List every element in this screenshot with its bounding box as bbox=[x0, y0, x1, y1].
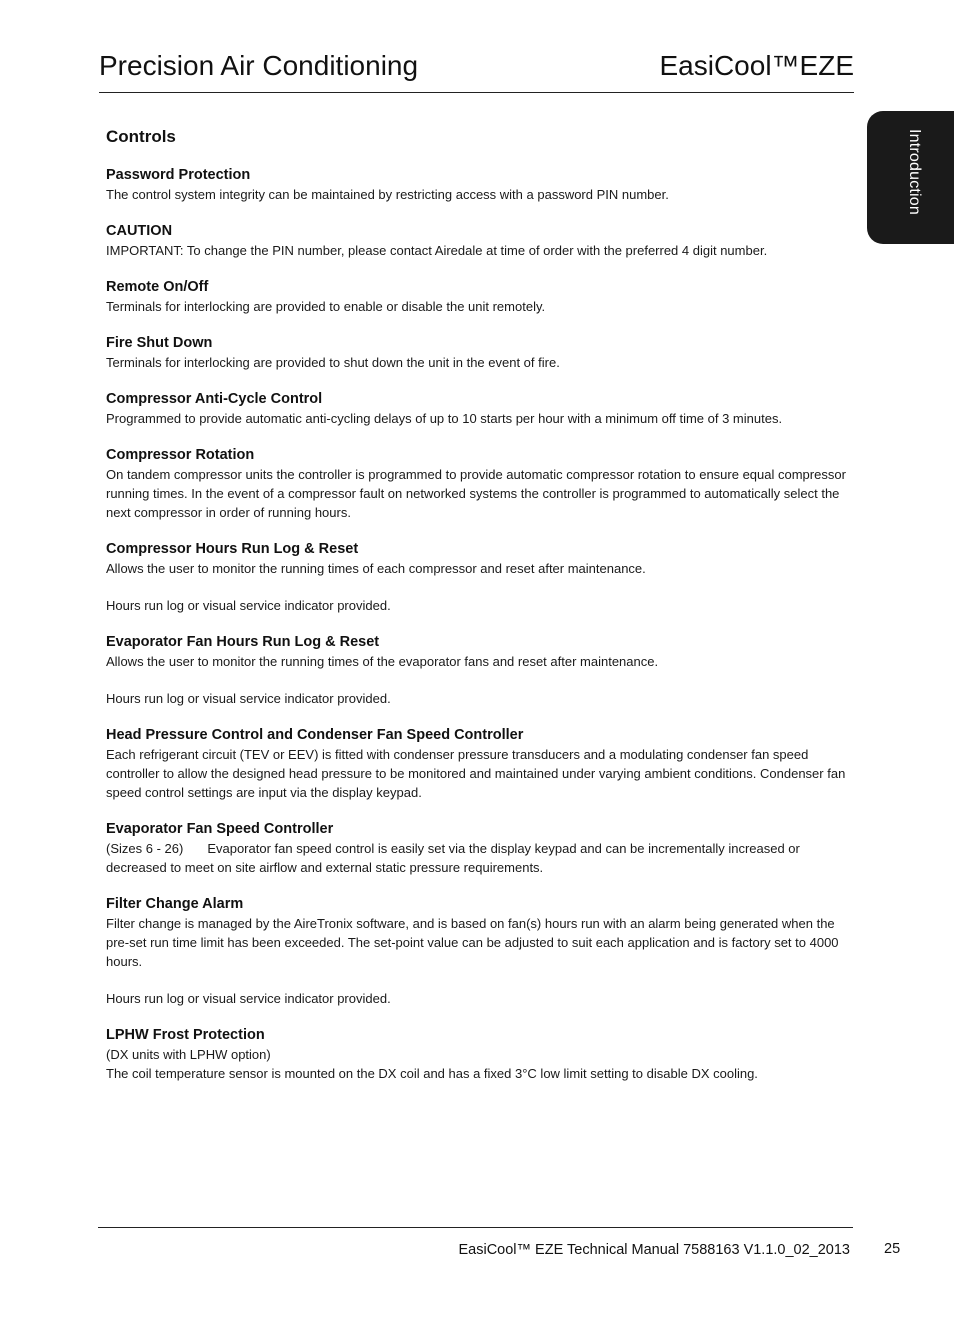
block-paragraph: Hours run log or visual service indicator provided. bbox=[106, 991, 391, 1006]
block-title: Head Pressure Control and Condenser Fan Speed Controller bbox=[106, 727, 524, 743]
header-title-left: Precision Air Conditioning bbox=[99, 50, 419, 81]
block-paragraph bbox=[106, 839, 854, 877]
block-line: (DX units with LPHW option) bbox=[106, 1047, 271, 1062]
block-fire-shut-down bbox=[106, 334, 854, 372]
block-paragraph: Terminals for interlocking are provided to enable or disable the unit remotely. bbox=[106, 299, 546, 314]
block-line: The coil temperature sensor is mounted on the DX coil and has a fixed 3°C low limit setting to disable DX cooling. bbox=[106, 1066, 758, 1081]
block-title: Remote On/Off bbox=[106, 279, 209, 295]
block-paragraph: Each refrigerant circuit (TEV or EEV) is fitted with condenser pressure transducers and a modulating condenser fan speed controller to allow the designed head pressure to be monitored and maintained under varying ambient conditions. Condenser fan speed control settings are input via the display keypad. bbox=[106, 747, 846, 800]
document-body bbox=[106, 127, 854, 1101]
header-title-right: EasiCool™EZE bbox=[659, 50, 854, 81]
block-filter-change bbox=[106, 895, 854, 1008]
block-title: LPHW Frost Protection bbox=[106, 1027, 265, 1043]
block-paragraph: IMPORTANT: To change the PIN number, please contact Airedale at time of order with the preferred 4 digit number. bbox=[106, 243, 768, 258]
block-compressor-hours bbox=[106, 540, 854, 615]
block-title: Filter Change Alarm bbox=[106, 896, 244, 912]
block-password-protection bbox=[106, 166, 854, 204]
block-paragraph: Allows the user to monitor the running times of each compressor and reset after maintenance. bbox=[106, 561, 646, 576]
block-paragraph: On tandem compressor units the controller is programmed to provide automatic compressor rotation to ensure equal compressor running times. In the event of a compressor fault on networked systems the controller is programmed to automatically select the next compressor in order of running hours. bbox=[106, 467, 846, 520]
block-anti-cycle bbox=[106, 390, 854, 428]
block-paragraph: Hours run log or visual service indicator provided. bbox=[106, 598, 391, 613]
block-paragraph: Terminals for interlocking are provided to shut down the unit in the event of fire. bbox=[106, 355, 560, 370]
block-lphw-frost bbox=[106, 1026, 854, 1083]
block-remote-on-off bbox=[106, 278, 854, 316]
page-number: 25 bbox=[884, 1241, 901, 1257]
block-paragraph: Filter change is managed by the AireTronix software, and is based on fan(s) hours run with an alarm being generated when the pre-set run time limit has been exceeded. The set-point value can be adjusted to suit each application and is factory set to 4000 hours. bbox=[106, 916, 839, 969]
block-paragraph: Programmed to provide automatic anti-cycling delays of up to 10 starts per hour with a minimum off time of 3 minutes. bbox=[106, 411, 783, 426]
header-divider bbox=[99, 92, 854, 93]
block-compressor-rotation bbox=[106, 446, 854, 522]
block-evaporator-hours bbox=[106, 633, 854, 708]
block-title: Password Protection bbox=[106, 167, 251, 183]
block-paragraph: Allows the user to monitor the running times of the evaporator fans and reset after maintenance. bbox=[106, 654, 659, 669]
block-evaporator-fan-speed bbox=[106, 820, 854, 877]
block-title: Evaporator Fan Speed Controller bbox=[106, 821, 334, 837]
section-title: Controls bbox=[106, 127, 176, 146]
block-title: Fire Shut Down bbox=[106, 335, 213, 351]
block-title: Compressor Rotation bbox=[106, 447, 255, 463]
side-tab-label: Introduction bbox=[906, 129, 923, 216]
footer-divider bbox=[98, 1227, 853, 1228]
block-paragraph: The control system integrity can be maintained by restricting access with a password PIN number. bbox=[106, 187, 669, 202]
footer-manual-reference: EasiCool™ EZE Technical Manual 7588163 V1.1.0_02_2013 bbox=[458, 1242, 850, 1258]
block-caution bbox=[106, 222, 854, 260]
block-title: Compressor Anti-Cycle Control bbox=[106, 391, 323, 407]
block-title: Evaporator Fan Hours Run Log & Reset bbox=[106, 634, 380, 650]
block-paragraph: Hours run log or visual service indicator provided. bbox=[106, 691, 391, 706]
block-head-pressure bbox=[106, 726, 854, 802]
block-paragraph-text: Evaporator fan speed control is easily set via the display keypad and can be incrementally increased or decreased to meet on site airflow and external static pressure requirements. bbox=[106, 841, 800, 875]
block-title: Compressor Hours Run Log & Reset bbox=[106, 541, 359, 557]
block-prefix: (Sizes 6 - 26) bbox=[106, 841, 184, 856]
block-title: CAUTION bbox=[106, 223, 173, 239]
